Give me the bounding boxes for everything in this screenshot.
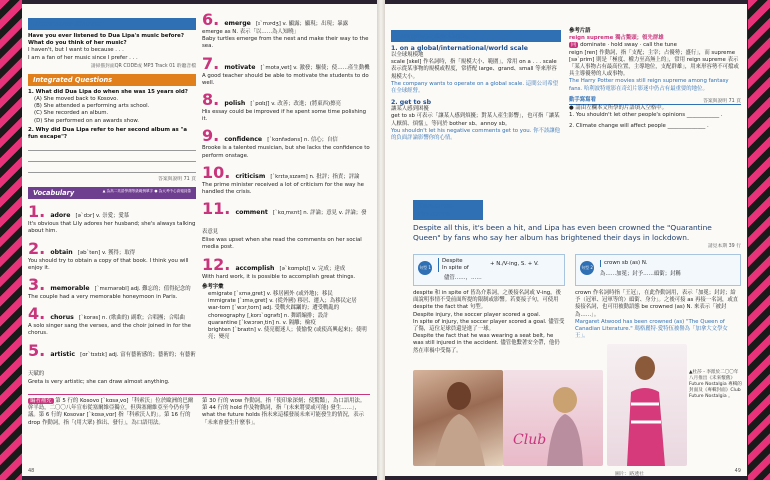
- practice-answer-note: 答案與說明 71 頁: [703, 98, 741, 104]
- vocab-number: 7.: [202, 53, 220, 73]
- vocab-number: 12.: [202, 254, 231, 274]
- vocab-word: chorus: [50, 314, 74, 322]
- vocab-entry: [28, 304, 196, 337]
- vocab-pronunciation: [ɑrˋtɪstɪk] adj. 富有藝術感的；藝術的；有藝術天賦的: [28, 351, 196, 377]
- editor-notes: [28, 394, 370, 427]
- pattern-1-example-1: Despite injury, the soccer player scored a goal.: [413, 311, 541, 318]
- editor-notes-left: 第 5 行的 Kosovo [ˋkɑsə͵vo]「科索沃」位於歐洲的巴爾幹半島，二〇〇八年宣布從塞爾維亞獨立，但與塞爾維亞至今仍有爭議。第 6 行的 Kosovar [ˋkɑsə͵vɑr] 指「科索沃人的」。第 16 行的 drop 作動詞，指「(用大眾) 推出、發行」，為口語用法。: [28, 398, 194, 426]
- question-1-option-b: (B) She attended a performing arts school.: [34, 103, 150, 110]
- photo-caption: ▲杜莎・李派於二〇〇年八月推出《未來懷舊》Future Nostalgia 專輯的封面及《專輯封面》Club Future Nostalgia 。: [689, 370, 742, 399]
- vocab-word: polish: [224, 100, 246, 108]
- question-1-option-c: (C) She recorded an album.: [34, 110, 109, 117]
- practice-question-2[interactable]: 2. Climate change will affect people ______________ .: [569, 123, 709, 130]
- vocab-word: comment: [235, 209, 268, 217]
- spotlight-phrase-1: 1. on a global/international/world scale: [391, 45, 528, 52]
- vocab-pronunciation: [ˋkɑ͵mɛnt] n. 評論；意見 v. 評論；發表意見: [202, 210, 367, 236]
- figure-silhouette-icon: [413, 370, 503, 466]
- vocab-example: The prime minister received a lot of criticism for the way he handled the crisis.: [202, 181, 364, 196]
- vocab-word: memorable: [50, 285, 90, 293]
- vocab-number: 9.: [202, 126, 220, 146]
- right-decorative-stripe: [748, 0, 770, 480]
- answer-note: 答案與說明 71 頁: [158, 177, 196, 183]
- answer-line[interactable]: [28, 164, 196, 173]
- pattern-2-example: Margaret Atwood has been crowned (as) "The Queen of Canadian Literature." 瑪格麗特‧愛特伍被譽為「加拿大文學女王」。: [575, 318, 728, 340]
- language-spotlight-header: Language Spotlight: [391, 30, 561, 42]
- right-page: [385, 4, 747, 476]
- sentence-patterns-header: Sentence Patterns: [413, 200, 483, 220]
- vocabulary-header: [28, 187, 196, 199]
- vocab-word: criticism: [235, 172, 266, 180]
- vocab-word: artistic: [50, 350, 76, 358]
- reference-phrase-item: reign supreme 獨占鰲頭；領先群雄: [569, 35, 664, 42]
- vocab-pronunciation: [əˋdɔr] v. 崇愛；愛慕: [75, 213, 130, 220]
- pattern-box-2: [575, 254, 741, 286]
- vocab-example: You should try to obtain a copy of that book. I think you will enjoy it.: [28, 257, 189, 271]
- discussion-answer-1: I haven't, but I want to because . . .: [28, 47, 124, 54]
- question-1: 1. What did Dua Lipa do when she was 15 years old?: [28, 88, 188, 95]
- vocab-pronunciation: [ˋmɛmərəbl] adj. 難忘的；值得紀念的: [94, 286, 191, 293]
- left-page: [22, 4, 377, 476]
- vocab-pronunciation: [ˋkɑnfədəns] n. 信心；自信: [267, 137, 338, 144]
- spotlight-phrase-2-cn: 讓某人感到困擾: [391, 106, 429, 113]
- vocab-entry: [202, 10, 370, 51]
- reference-phrase-synonyms: dominate · hold sway · call the tune: [580, 42, 677, 49]
- photo-credit: 圖片：路透社: [615, 472, 644, 476]
- vocab-word: emerge: [224, 20, 251, 27]
- vocab-subnote: emerge as N. 表示「以……為人知曉」: [202, 29, 300, 35]
- vocab-entry: [202, 255, 370, 281]
- pattern-1-formula: + N./V-ing, S. + V.: [490, 261, 539, 267]
- discussion-starter-header: Discussion Starter: [28, 18, 196, 30]
- album-cover-photo: [503, 370, 603, 466]
- vocab-number: 5.: [28, 340, 46, 360]
- left-column-1: [28, 18, 196, 389]
- vocab-entry: [28, 202, 196, 235]
- reference-word: emigrate [ˋɛmə͵gret] v. 移居國外 (或外地)；移民: [208, 291, 333, 298]
- reference-word: quarantine [ˋkwɔrən͵tin] n. v. 隔離；檢疫: [208, 319, 316, 326]
- vocab-number: 3.: [28, 275, 46, 295]
- vocab-number: 2.: [28, 238, 46, 258]
- vocab-example: Elise was upset when she read the comments on her social media post.: [202, 237, 362, 251]
- reference-phrase-title: 參考片語: [569, 28, 591, 34]
- vocabulary-header-note: ▲ 為高二英語學測等級範例單字 ● 為大考中心高頻詞彙: [102, 189, 191, 194]
- vocab-entry: [202, 54, 370, 87]
- reference-phrase-body: reign [ren] 作動詞，指「支配；主宰；占優勢；盛行」，而 supreme [səˋprim] 則是「極度、權力至高無上的」，常用 reign supreme 表示「某人事物占有最高位置，主導地位，支配群雄」，用來形容勢不可擋或具主導優勢的人或事物。: [569, 49, 739, 78]
- vocabulary-list-continued: [202, 10, 370, 281]
- spotlight-phrase-2: 2. get to sb: [391, 99, 432, 107]
- vocab-pronunciation: [əbˋten] v. 獲得；取得: [77, 249, 136, 256]
- pattern-1-example-2: In spite of injury, the soccer player scored a goal. 儘管受了傷，這位足球員還是進了一球。: [413, 318, 565, 333]
- vocab-example: Baby turtles emerge from the nest and make their way to the sea.: [202, 36, 369, 50]
- vocab-entry: [202, 199, 370, 251]
- question-2: 2. Why did Dua Lipa refer to her second album as "a fun escape"?: [28, 126, 187, 141]
- vocab-number: 11.: [202, 199, 231, 219]
- vocab-example: The couple had a very memorable honeymoon in Paris.: [28, 294, 178, 301]
- sentence-patterns: [413, 200, 741, 249]
- discussion-answer-2: I am a fan of her music since I prefer . . .: [28, 54, 138, 61]
- spotlight-phrase-1-example: The company wants to operate on a global scale. 這間公司希望在全球經營。: [391, 80, 559, 95]
- reference-phrase-section: [569, 28, 741, 131]
- vocab-pronunciation: [ˋmotə͵vet] v. 激發；驅使；使……產生動機: [260, 64, 370, 71]
- pattern-1-cn: 儘管……，……: [444, 275, 482, 281]
- left-column-2: [202, 10, 370, 341]
- vocab-number: 1.: [28, 202, 46, 222]
- pattern-2-body: crown 作名詞時指「王冠」，在此作動詞用，表示「加冕；封封；給予（冠軍、冠軍等的）頭銜、身分」。之後可接 as 再接一名詞，或直接接名詞，也可用被動語態 be crowned (as) N. 來表示「被封為……」。: [575, 290, 739, 318]
- vocab-pronunciation: [ˋkrɪtə͵sɪzəm] n. 批評；指責；評論: [270, 173, 360, 180]
- pattern-sentence: Despite all this, it's been a hit, and Lipa has even been crowned the "Quarantine Queen" by fans who say her album has brightened their days in lockdown.: [413, 223, 712, 242]
- practice-header-bar: [569, 97, 741, 105]
- page-number-left: 48: [28, 468, 35, 474]
- vocab-entry: [28, 239, 196, 272]
- pattern-2-badge: 句型 2: [580, 261, 594, 275]
- vocabulary-title: Vocabulary: [33, 189, 75, 198]
- vocab-word: accomplish: [235, 264, 275, 272]
- page-gutter: [377, 0, 385, 480]
- vocab-entry: [28, 341, 196, 386]
- dua-lipa-photo-1: [413, 370, 503, 466]
- answer-line[interactable]: [28, 142, 196, 151]
- page-number-right: 49: [734, 468, 741, 474]
- vocab-pronunciation: [ˋpɑlɪʃ] v. 改善；改進；(將東西)擦亮: [250, 101, 341, 108]
- vocabulary-list: [28, 202, 196, 386]
- vocab-word: adore: [50, 212, 71, 220]
- vocab-word: obtain: [50, 248, 73, 256]
- reference-word: brighten [ˋbraɪtn] v. 使亮麗迷人；使愉悅 (或使高興起來)；使明亮；變亮: [208, 327, 367, 341]
- reference-words-title: 參考字彙: [202, 283, 224, 290]
- pattern-2-cn: 為……加冕；封予……頭銜；封稱: [600, 271, 681, 277]
- vocab-example: Greta is very artistic; she can draw almost anything.: [28, 378, 170, 385]
- vocab-number: 8.: [202, 90, 220, 110]
- reference-words-list: [202, 291, 370, 341]
- pattern-1-explanation: [413, 290, 565, 355]
- audio-note: 請掃描封面QR CODE或 MP3 Track 01 聆聽音檔: [90, 63, 196, 69]
- pattern-1-badge: 句型 1: [418, 261, 432, 275]
- spotlight-phrase-2-body: get to sb 可表示「讓某人感到煩擾；對某人產生影響」，也可指「讓某人厭煩、煩惱」，等同於 bother sb、annoy sb。: [391, 113, 560, 127]
- figure-silhouette-icon: [607, 344, 687, 466]
- integrated-questions-header: Integrated Questions: [28, 74, 196, 86]
- question-1-option-a: (A) She moved back to Kosovo.: [34, 96, 119, 103]
- left-decorative-stripe: [0, 0, 22, 480]
- practice-question-1[interactable]: 1. You shouldn't let other people's opinions ____________ .: [569, 112, 723, 119]
- discussion-question: Have you ever listened to Dua Lipa's music before? What do you think of her music?: [28, 33, 184, 47]
- vocab-entry: [202, 126, 370, 159]
- practice-instruction: ● 請由左欄本文所學的片語填入空格中。: [569, 105, 668, 112]
- vocab-example: Brooke is a talented musician, but she lacks the confidence to perform onstage.: [202, 145, 370, 159]
- vocab-word: confidence: [224, 136, 263, 144]
- dua-lipa-photo-2: [607, 344, 687, 466]
- pattern-1-despite: Despite: [442, 258, 463, 264]
- performer-figure-icon: [503, 370, 603, 466]
- vocab-pronunciation: [ˋkorəs] n. (歌曲的) 副歌；合唱團；合唱曲: [78, 315, 185, 322]
- vocab-word: motivate: [224, 63, 256, 71]
- reference-word: choreography [͵korɪˋɑgrəfɪ] n. 舞蹈編排；設計: [208, 312, 329, 319]
- pattern-box-1: [413, 254, 565, 286]
- vocab-number: 6.: [202, 10, 220, 29]
- language-spotlight: [391, 30, 561, 142]
- vocab-example: A good teacher should be able to motivate the students to do well.: [202, 72, 369, 86]
- vocab-example: His essay could be improved if he spent some time polishing it.: [202, 109, 367, 123]
- pattern-2-explanation: [575, 290, 739, 340]
- spotlight-phrase-2-example: You shouldn't let his negative comments get to you. 你不該讓他的負面評論影響你的心情。: [391, 127, 561, 142]
- reference-word: war-torn [ˋwɔr͵torn] adj. 受戰火蹂躪的；遭受戰亂的: [208, 305, 340, 312]
- vocab-example: A solo singer sang the verses, and the choir joined in for the chorus.: [28, 323, 191, 337]
- album-cover-title: Club: [513, 432, 547, 448]
- question-1-option-d: (D) She performed on an awards show.: [34, 117, 140, 124]
- pattern-1-in-spite-of: In spite of: [442, 265, 469, 272]
- reference-phrase-example: The Harry Potter movies still reign supreme among fantasy fans. 哈利波特電影在奇幻片影迷中仍占有最重要的地位。: [569, 78, 729, 92]
- vocab-pronunciation: [ɪˋmɝdʒ] v. 顯露；顯現；出現；暴露: [255, 21, 349, 27]
- pattern-1-example-3: Despite the fact that he was wearing a seat belt, he was still injured in the accident. 儘管他繫著安全帶，他仍然在車禍中受傷了。: [413, 333, 560, 354]
- pattern-1-body: despite 和 in spite of 皆為介系詞，之後接名詞或 V-ing，後面說明事情不受前面所提的限制或影響。若要接子句，可使用 despite the fact that 句型。: [413, 290, 561, 311]
- synonym-tag: 同: [571, 42, 577, 49]
- spotlight-phrase-1-body: scale [skel] 作名詞時，指「規模大小、範圍」，常用 on a . . . scale 表示從某事物的規模或程度，常搭配 large、grand、small 等來形容規模大小。: [391, 59, 557, 80]
- editor-notes-tag: 編者補充: [30, 398, 52, 404]
- answer-line[interactable]: [28, 153, 196, 162]
- vocab-number: 4.: [28, 304, 46, 324]
- spotlight-phrase-1-cn: 以全球規模地: [391, 52, 424, 58]
- pattern-2-formula: crown sb (as) N.: [600, 260, 648, 267]
- vocab-number: 10.: [202, 162, 231, 182]
- practice-header: 動手寫寫看: [569, 96, 596, 103]
- reference-word: immigrate [ˋɪmə͵gret] v. (從外國) 移居、遷入；為移民定居: [208, 298, 357, 305]
- vocab-pronunciation: [əˋkɑmplɪʃ] v. 完成；達成: [279, 265, 346, 272]
- vocab-entry: [28, 275, 196, 301]
- vocab-entry: [202, 90, 370, 123]
- pattern-sentence-ref: 請見本期 39 行: [707, 244, 741, 250]
- vocab-entry: [202, 163, 370, 196]
- editor-notes-right: 第 30 行的 wow 作動詞，指「使印象深刻；使驚豔」，為口語用法。第 44 行的 hold 作及物動詞，指「(未來將要或可能) 發生……」，what the future holds 指未來這樣發展未來可能發生的情況，表示「未來會發生什麼事」。: [202, 398, 366, 426]
- vocab-example: It's obvious that Lily adores her husband; she's always talking about him.: [28, 221, 196, 235]
- vocab-example: With hard work, it is possible to accomplish great things.: [202, 273, 356, 280]
